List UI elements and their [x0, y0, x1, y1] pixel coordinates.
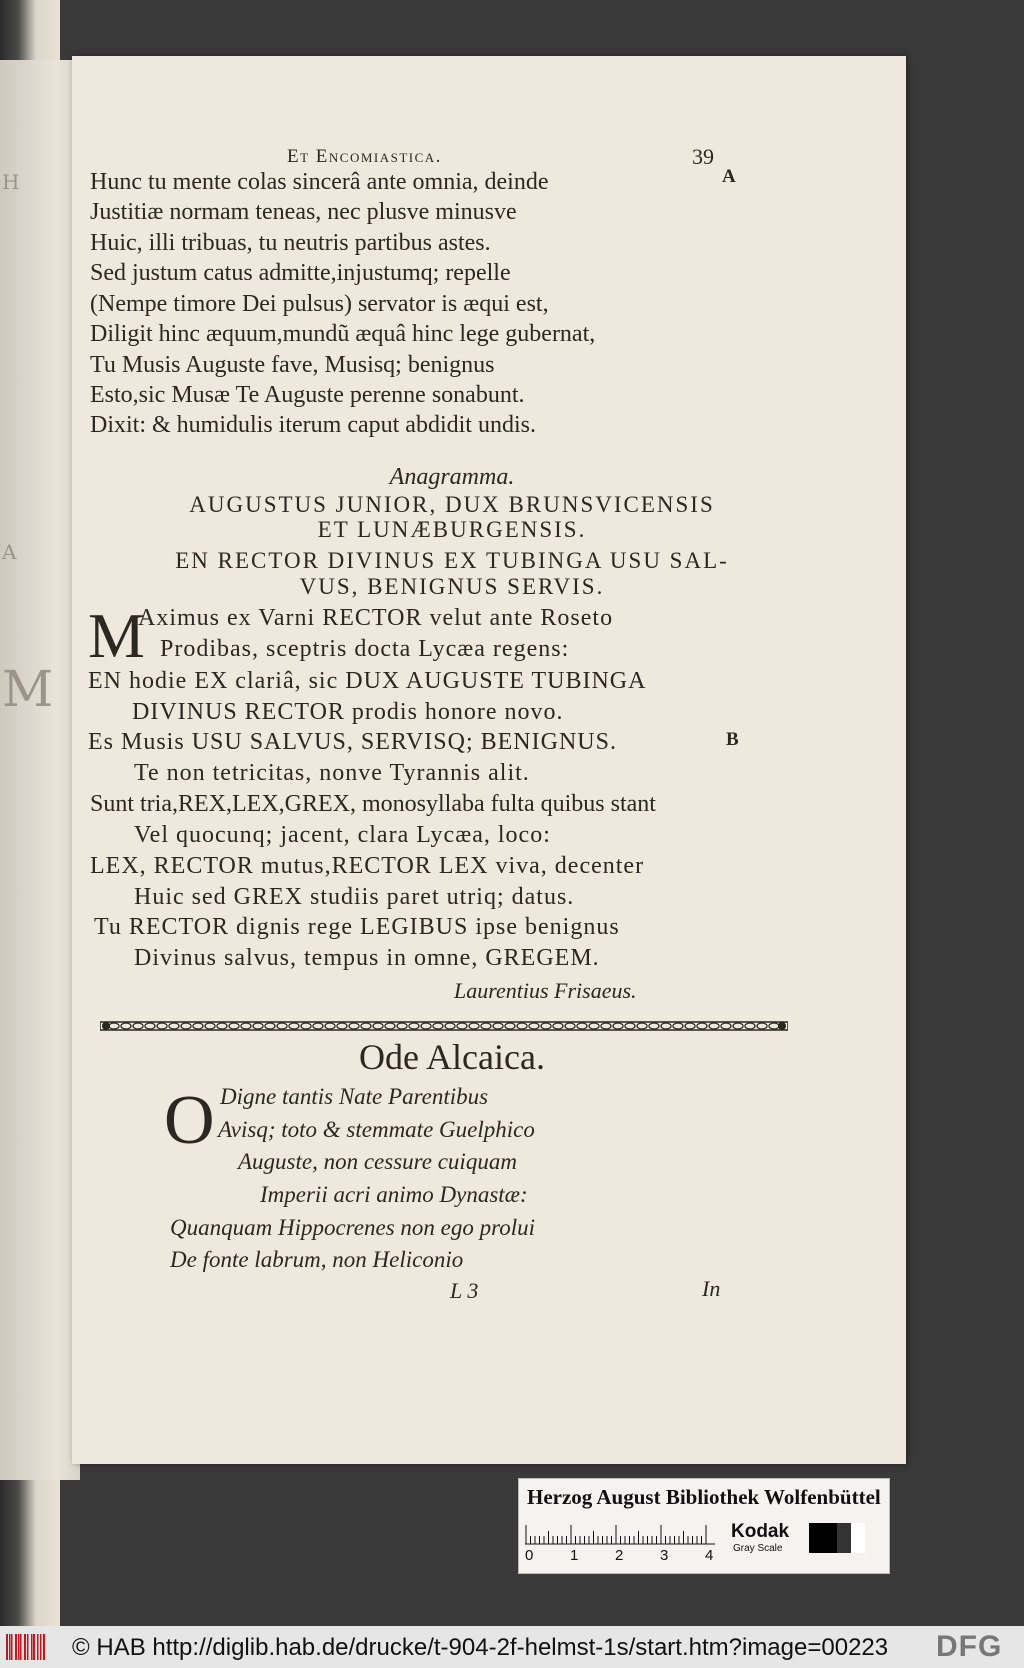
page-number: 39	[692, 144, 714, 169]
marginal-signature-b: B	[726, 729, 739, 750]
ode-line: Digne tantis Nate Parentibus	[220, 1084, 489, 1109]
anagram-caps-line: VUS, BENIGNUS SERVIS.	[299, 574, 605, 599]
ode-title: Ode Alcaica.	[359, 1037, 545, 1077]
library-name: Herzog August Bibliothek Wolfenbüttel	[527, 1485, 881, 1509]
ruler-label: 3	[660, 1547, 669, 1564]
ornamental-border-rule	[100, 1016, 788, 1036]
poem-line: Tu RECTOR dignis rege LEGIBUS ipse benignus	[94, 914, 620, 940]
poem-line: Te non tetricitas, nonve Tyrannis alit.	[134, 760, 530, 786]
poem-line: EN hodie EX clariâ, sic DUX AUGUSTE TUBINGA	[88, 668, 647, 694]
catchword: In	[702, 1276, 721, 1301]
ode-line: De fonte labrum, non Heliconio	[170, 1247, 464, 1272]
author-signature: Laurentius Frisaeus.	[454, 978, 637, 1003]
library-color-card	[518, 1478, 890, 1574]
poem-line: Huic sed GREX studiis paret utriq; datus.	[134, 884, 575, 910]
verse-line: Diligit hinc æquum,mundũ æquâ hinc lege gubernat,	[90, 321, 596, 347]
verse-line: Sed justum catus admitte,injustumq; repelle	[90, 260, 511, 286]
anagram-caps-line: EN RECTOR DIVINUS EX TUBINGA USU SAL-	[175, 548, 729, 573]
verse-line: Justitiæ normam teneas, nec plusve minusve	[90, 199, 517, 225]
page-signature: L 3	[450, 1278, 479, 1303]
verse-line: Tu Musis Auguste fave, Musisq; benignus	[90, 352, 495, 378]
poem-line: Divinus salvus, tempus in omne, GREGEM.	[134, 945, 600, 971]
poem-line: Es Musis USU SALVUS, SERVISQ; BENIGNUS.	[88, 729, 617, 755]
kodak-logo: Kodak	[731, 1521, 790, 1542]
ode-line: Avisq; toto & stemmate Guelphico	[218, 1117, 535, 1142]
verse-line: Hunc tu mente colas sincerâ ante omnia, deinde	[90, 169, 549, 195]
poem-line: DIVINUS RECTOR prodis honore novo.	[132, 699, 564, 725]
bleed-through-text: H	[2, 170, 20, 194]
bleed-through-text: M	[2, 660, 54, 718]
copyright-url[interactable]: © HAB http://diglib.hab.de/drucke/t-904-2f-helmst-1s/start.htm?image=00223	[72, 1634, 889, 1661]
poem-line: Aximus ex Varni RECTOR velut ante Roseto	[138, 605, 614, 631]
verse-line: (Nempe timore Dei pulsus) servator is æqui est,	[90, 291, 549, 317]
verse-line: Huic, illi tribuas, tu neutris partibus astes.	[90, 230, 491, 256]
drop-capital-m: M	[88, 600, 145, 671]
anagram-heading: Anagramma.	[389, 464, 515, 490]
poem-line: LEX, RECTOR mutus,RECTOR LEX viva, decenter	[90, 853, 645, 879]
book-page	[72, 56, 906, 1464]
ruler-label: 1	[570, 1547, 579, 1564]
poem-line: Vel quocunq; jacent, clara Lycæa, loco:	[134, 822, 551, 848]
measurement-ruler	[525, 1523, 715, 1545]
verse-line: Esto,sic Musæ Te Auguste perenne sonabunt.	[90, 382, 525, 408]
gray-scale-patches	[809, 1523, 865, 1553]
anagram-caps-line: AUGUSTUS JUNIOR, DUX BRUNSVICENSIS	[189, 492, 715, 517]
ode-line: Auguste, non cessure cuiquam	[238, 1149, 517, 1174]
dfg-logo: DFG	[936, 1630, 1003, 1663]
ruler-label: 0	[525, 1547, 534, 1564]
anagram-caps-line: ET LUNÆBURGENSIS.	[317, 517, 587, 542]
previous-page-edge	[0, 60, 80, 1480]
verse-line: Dixit: & humidulis iterum caput abdidit undis.	[90, 412, 536, 438]
barcode-icon	[6, 1632, 48, 1662]
running-head: Et Encomiastica.	[287, 146, 442, 167]
poem-line: Prodibas, sceptris docta Lycæa regens:	[160, 636, 570, 662]
ruler-label: 2	[615, 1547, 624, 1564]
viewer-footer	[0, 1626, 1024, 1668]
ode-line: Quanquam Hippocrenes non ego prolui	[170, 1215, 535, 1240]
gray-scale-label: Gray Scale	[733, 1543, 783, 1554]
ode-line: Imperii acri animo Dynastæ:	[260, 1182, 528, 1207]
drop-capital-o: O	[164, 1082, 215, 1159]
ruler-label: 4	[705, 1547, 714, 1564]
poem-line: Sunt tria,REX,LEX,GREX, monosyllaba fulta quibus stant	[90, 791, 656, 817]
bleed-through-text: A	[2, 540, 17, 564]
marginal-signature-a: A	[722, 166, 736, 187]
